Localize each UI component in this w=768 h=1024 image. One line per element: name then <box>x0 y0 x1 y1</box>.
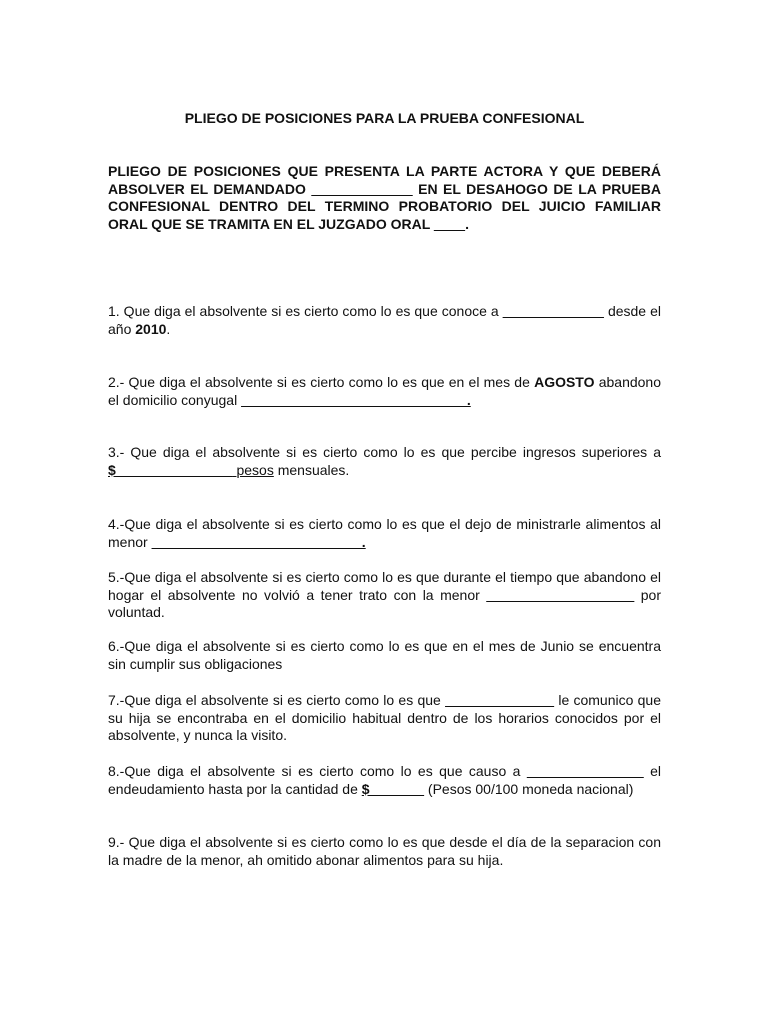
item-3-text-c: mensuales. <box>273 461 350 478</box>
item-6-text-a: 6.-Que diga el absolvente si es cierto como lo es que en el mes de Junio se encuentra sin cumplir sus obligaciones <box>108 638 661 672</box>
item-1-text-c: . <box>166 320 171 337</box>
position-item-1 <box>108 303 661 338</box>
document-title: PLIEGO DE POSICIONES PARA LA PRUEBA CONFESIONAL <box>184 110 585 126</box>
item-1-year: 2010 <box>135 320 167 337</box>
position-item-3 <box>108 444 661 479</box>
item-8-text-c: (Pesos 00/100 moneda nacional) <box>424 780 634 797</box>
item-5-blank: ___________________ <box>486 586 635 603</box>
item-3-text-a: 3.- Que diga el absolvente si es cierto como lo es que percibe ingresos superiores a <box>108 444 661 460</box>
item-2-text-b: abandono el domicilio conyugal <box>108 374 661 408</box>
item-4-text-a: 4.-Que diga el absolvente si es cierto como lo es que el dejo de ministrarle alimentos al menor <box>108 516 661 550</box>
item-3-blank: $_______________ <box>108 461 233 478</box>
item-5-text-a: 5.-Que diga el absolvente si es cierto como lo es que durante el tiempo que abandono el hogar el absolvente no volvió a tener trato con la menor <box>108 569 661 603</box>
item-1-blank: _____________ <box>502 303 604 319</box>
item-8-blank-amount: $_______ <box>361 780 425 797</box>
intro-paragraph <box>108 163 661 233</box>
intro-blank-defendant: _____________ <box>311 180 413 197</box>
intro-text-a: PLIEGO DE POSICIONES QUE PRESENTA LA PARTE ACTORA Y QUE DEBERÁ ABSOLVER EL DEMANDADO <box>108 163 661 197</box>
position-item-6 <box>108 638 661 673</box>
item-8-text-a: 8.-Que diga el absolvente si es cierto como lo es que causo a <box>108 763 527 779</box>
item-7-blank: ______________ <box>445 692 555 708</box>
item-7-text-b: le comunico que su hija se encontraba en el domicilio habitual dentro de los horarios conocidos por el absolvente, y nunca la visito. <box>108 692 662 743</box>
item-2-month: AGOSTO <box>534 374 595 390</box>
position-item-5 <box>108 569 661 622</box>
intro-text-c: . <box>465 215 469 232</box>
position-item-8 <box>108 763 661 798</box>
item-2-text-a: 2.- Que diga el absolvente si es cierto como lo es que en el mes de <box>108 374 535 390</box>
intro-blank-court: ____ <box>433 215 466 232</box>
item-3-pesos: pesos <box>236 461 274 478</box>
item-5-text-b: por voluntad. <box>108 586 661 620</box>
position-item-9 <box>108 834 661 869</box>
item-1-text-a: 1. Que diga el absolvente si es cierto como lo es que conoce a <box>108 303 503 319</box>
position-item-4 <box>108 516 661 551</box>
position-item-7 <box>108 692 661 745</box>
intro-text-b: EN EL DESAHOGO DE LA PRUEBA CONFESIONAL DENTRO DEL TERMINO PROBATORIO DEL JUICIO FAMILIAR ORAL QUE SE TRAMITA EN EL JUZGADO ORAL <box>108 180 661 232</box>
item-7-text-a: 7.-Que diga el absolvente si es cierto como lo es que <box>108 692 446 708</box>
item-8-blank-name: _______________ <box>526 763 644 779</box>
position-item-2 <box>108 374 661 409</box>
item-4-blank: ___________________________. <box>151 533 366 550</box>
item-9-text-a: 9.- Que diga el absolvente si es cierto como lo es que desde el día de la separacion con la madre de la menor, ah omitido abonar alimentos para su hija. <box>108 834 661 868</box>
item-1-text-b: desde el año <box>108 303 661 337</box>
item-8-text-b: el endeudamiento hasta por la cantidad de <box>108 763 662 797</box>
item-2-blank: _____________________________. <box>241 391 471 408</box>
